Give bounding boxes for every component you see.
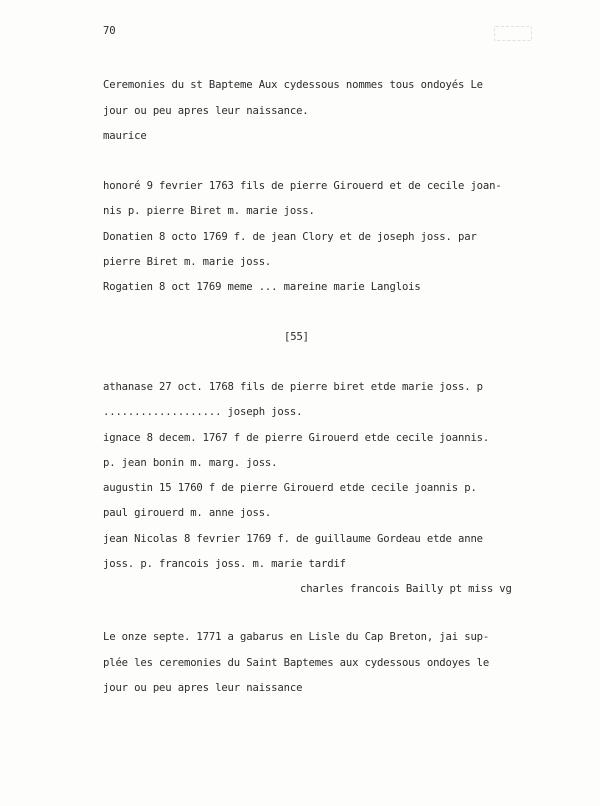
entry-line-8: ignace 8 decem. 1767 f de pierre Girouerd etde cecile joannis.	[103, 432, 490, 444]
entry-line-15: plée les ceremonies du Saint Baptemes aux cydessous ondoyes le	[103, 657, 490, 669]
entry-line-13: joss. p. francois joss. m. marie tardif	[103, 558, 346, 570]
page-number: 70	[103, 25, 116, 37]
intro-line-3: maurice	[103, 130, 147, 142]
intro-line-2: jour ou peu apres leur naissance.	[103, 105, 309, 117]
entry-line-7: ................... joseph joss.	[103, 406, 303, 418]
entry-line-3: Donatien 8 octo 1769 f. de jean Clory et de joseph joss. par	[103, 231, 477, 243]
page-marker: [55]	[284, 331, 309, 343]
entry-line-2: nis p. pierre Biret m. marie joss.	[103, 205, 315, 217]
entry-line-9: p. jean bonin m. marg. joss.	[103, 457, 278, 469]
entry-line-12: jean Nicolas 8 fevrier 1769 f. de guillaume Gordeau etde anne	[103, 533, 483, 545]
entry-line-10: augustin 15 1760 f de pierre Girouerd etde cecile joannis p.	[103, 482, 477, 494]
entry-line-1: honoré 9 fevrier 1763 fils de pierre Girouerd et de cecile joan-	[103, 180, 502, 192]
signature: charles francois Bailly pt miss vg	[300, 583, 512, 595]
entry-line-6: athanase 27 oct. 1768 fils de pierre biret etde marie joss. p	[103, 381, 483, 393]
entry-line-16: jour ou peu apres leur naissance	[103, 682, 303, 694]
entry-line-11: paul girouerd m. anne joss.	[103, 507, 272, 519]
archive-stamp	[494, 26, 532, 41]
entry-line-14: Le onze septe. 1771 a gabarus en Lisle du Cap Breton, jai sup-	[103, 631, 490, 643]
intro-line-1: Ceremonies du st Bapteme Aux cydessous nommes tous ondoyés Le	[103, 79, 483, 91]
entry-line-4: pierre Biret m. marie joss.	[103, 256, 272, 268]
entry-line-5: Rogatien 8 oct 1769 meme ... mareine marie Langlois	[103, 281, 421, 293]
